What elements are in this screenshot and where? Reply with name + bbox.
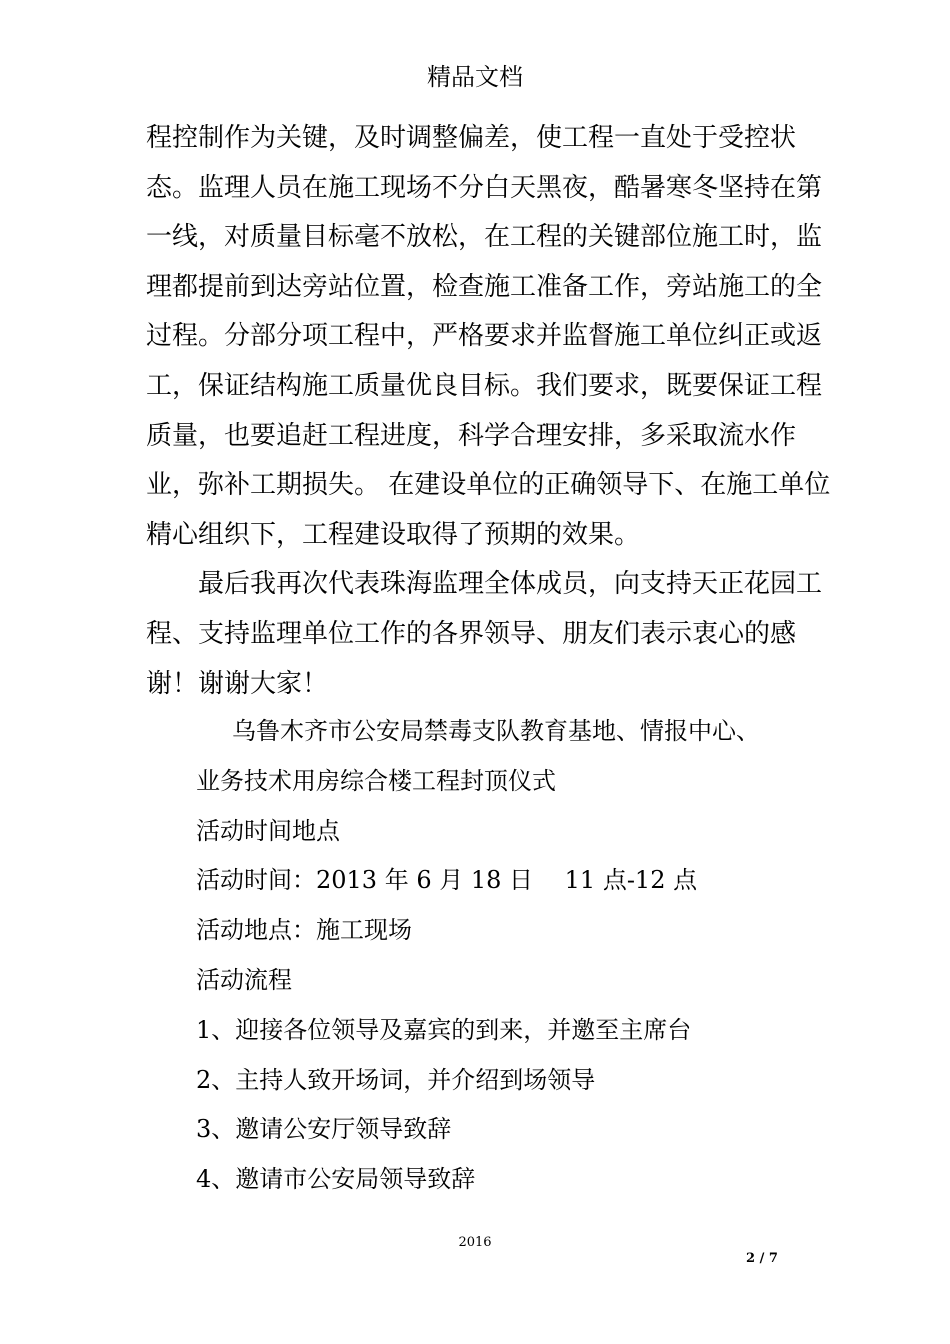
paragraph-thanks: 最后我再次代表珠海监理全体成员，向支持天正花园工程、支持监理单位工作的各界领导、朋友们表示衷心的感谢！谢谢大家！ [146, 569, 823, 699]
page-number: 2 / 7 [746, 1251, 778, 1266]
body-text [146, 114, 846, 709]
activity-place: 活动地点：施工现场 [196, 916, 412, 945]
process-step: 1、迎接各位领导及嘉宾的到来，并邀至主席台 [196, 1015, 692, 1044]
page-header: 精品文档 [427, 63, 523, 91]
activity-title-line-1: 乌鲁木齐市公安局禁毒支队教育基地、情报中心、 [232, 717, 760, 745]
process-step: 4、邀请市公安局领导致辞 [196, 1165, 476, 1194]
footer-year: 2016 [458, 1235, 492, 1250]
activity-time: 活动时间：2013 年 6 月 18 日 11 点-12 点 [196, 866, 698, 895]
paragraph-continued: 程控制作为关键，及时调整偏差，使工程一直处于受控状态。监理人员在施工现场不分白天黑夜，酷暑寒冬坚持在第一线，对质量目标毫不放松，在工程的关键部位施工时，监理都提前到达旁站位置，检查施工准备工作，旁站施工的全过程。分部分项工程中，严格要求并监督施工单位纠正或返工，保证结构施工质量优良目标。我们要求，既要保证工程质量，也要追赶工程进度，科学合理安排，多采取流水作业，弥补工期损失。 在建设单位的正确领导下、在施工单位精心组织下，工程建设取得了预期的效果。 [146, 123, 831, 550]
time-place-heading: 活动时间地点 [196, 816, 340, 845]
activity-title-line-2: 业务技术用房综合楼工程封顶仪式 [196, 766, 556, 795]
process-heading: 活动流程 [196, 965, 292, 994]
process-step: 3、邀请公安厅领导致辞 [196, 1115, 452, 1144]
activity-section [196, 707, 856, 1205]
process-step: 2、主持人致开场词，并介绍到场领导 [196, 1065, 596, 1094]
